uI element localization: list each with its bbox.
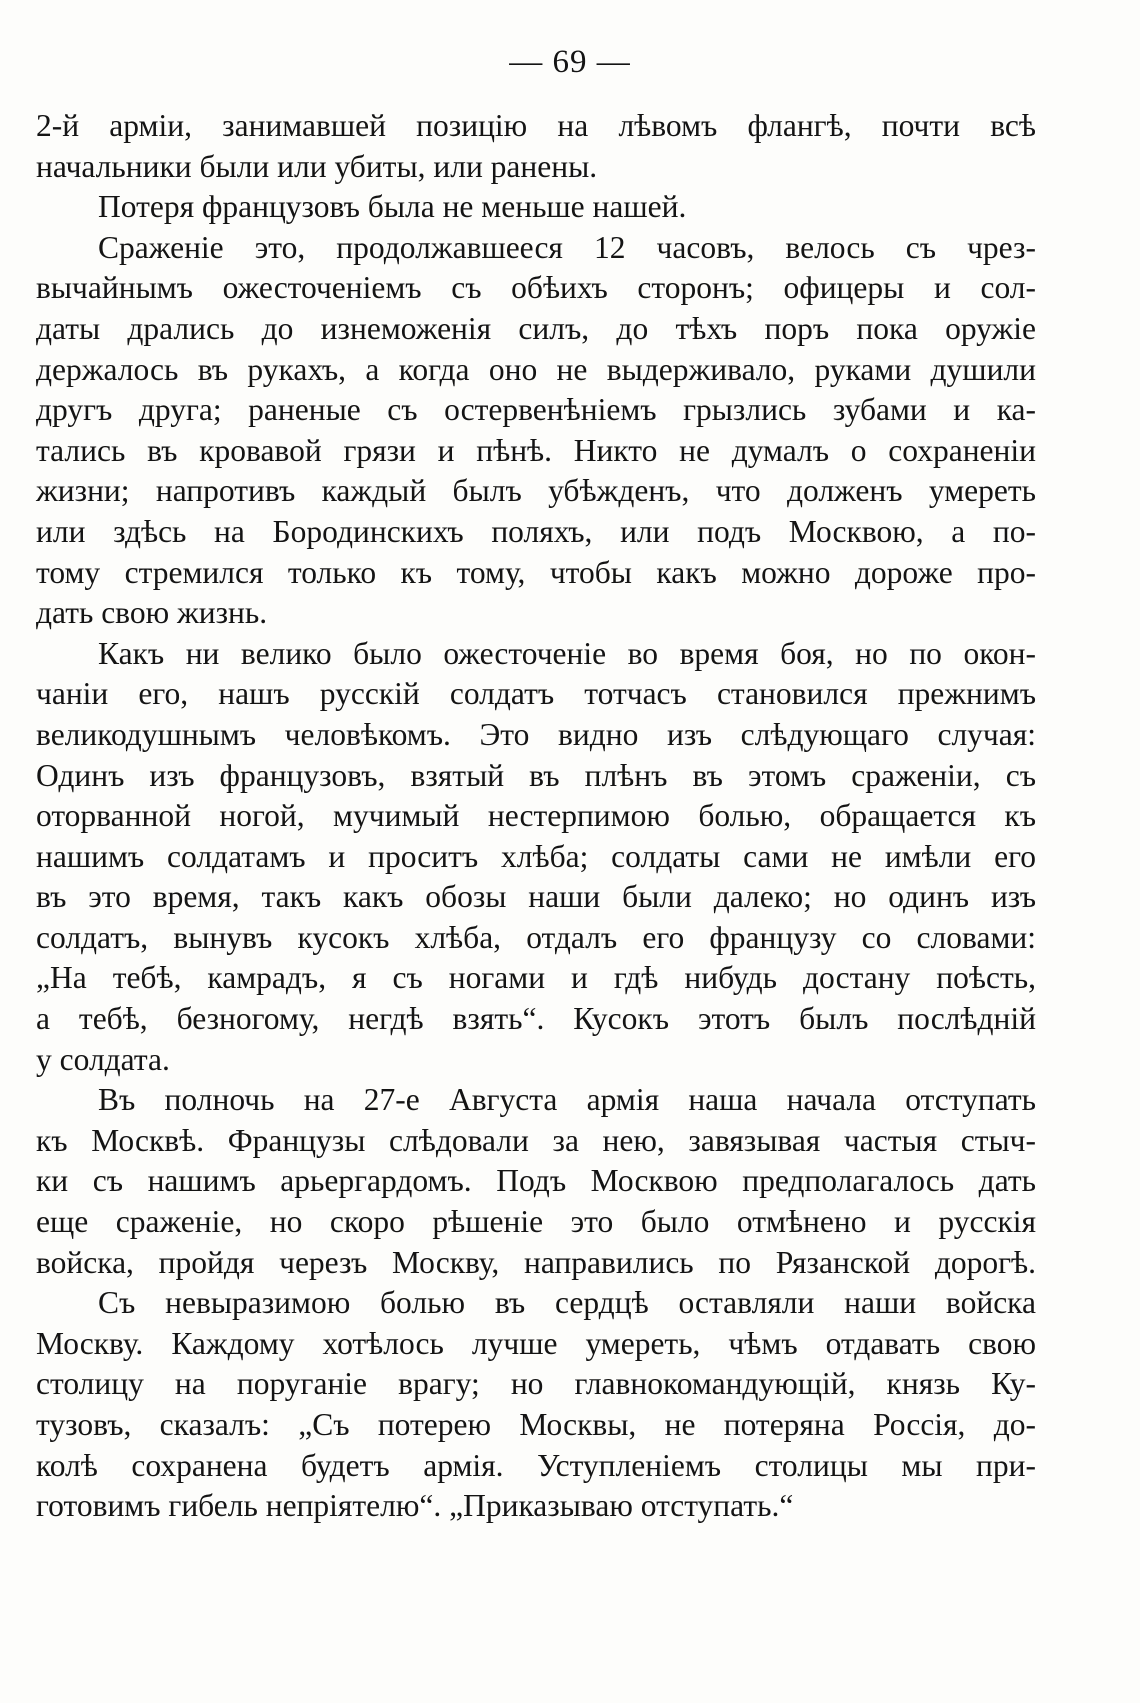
text-line: Въ полночь на 27-е Августа армія наша начала отступать bbox=[98, 1082, 1036, 1118]
text-line: 2-й арміи, занимавшей позицію на лѣвомъ флангѣ, почти всѣ bbox=[36, 108, 1036, 143]
text-line: дать свою жизнь. bbox=[36, 595, 268, 631]
paragraph-6 bbox=[36, 1283, 1036, 1527]
text-line: Москву. Каждому хотѣлось лучше умереть, чѣмъ отдавать свою bbox=[36, 1325, 1036, 1361]
text-line: начальники были или убиты, или ранены. bbox=[36, 148, 598, 184]
text-line: солдатъ, вынувъ кусокъ хлѣба, отдалъ его французу со словами: bbox=[36, 919, 1036, 955]
paragraph-3 bbox=[36, 228, 1036, 634]
text-line: столицу на поруганіе врагу; но главнокомандующій, князь Ку- bbox=[36, 1366, 1036, 1402]
paragraph-2 bbox=[36, 187, 1036, 228]
page-number: — 69 — bbox=[509, 44, 631, 80]
text-line: великодушнымъ человѣкомъ. Это видно изъ слѣдующаго случая: bbox=[36, 716, 1036, 752]
text-line: нашимъ солдатамъ и проситъ хлѣба; солдаты сами не имѣли его bbox=[36, 838, 1036, 874]
text-line: тузовъ, сказалъ: „Съ потерею Москвы, не потеряна Россія, до- bbox=[36, 1407, 1036, 1442]
text-line: Съ невыразимою болью въ сердцѣ оставляли наши войска bbox=[98, 1285, 1036, 1321]
text-line: тались въ кровавой грязи и пѣнѣ. Никто не думалъ о сохраненіи bbox=[36, 432, 1036, 468]
paragraph-5 bbox=[36, 1080, 1036, 1283]
paragraph-4 bbox=[36, 634, 1036, 1081]
text-line: еще сраженіе, но скоро рѣшеніе это было отмѣнено и русскія bbox=[36, 1204, 1036, 1240]
text-line: а тебѣ, безногому, негдѣ взять“. Кусокъ этотъ былъ послѣдній bbox=[36, 1001, 1036, 1037]
text-line: даты дрались до изнеможенія силъ, до тѣхъ поръ пока оружіе bbox=[36, 310, 1036, 346]
text-line: жизни; напротивъ каждый былъ убѣжденъ, что долженъ умереть bbox=[36, 473, 1036, 509]
text-line: колѣ сохранена будетъ армія. Уступленіемъ столицы мы при- bbox=[36, 1447, 1036, 1483]
text-line: другъ друга; раненые съ остервенѣніемъ грызлись зубами и ка- bbox=[36, 392, 1036, 428]
text-line: у солдата. bbox=[36, 1041, 170, 1077]
text-line: Сраженіе это, продолжавшееся 12 часовъ, велось съ чрез- bbox=[98, 229, 1036, 265]
text-line: „На тебѣ, камрадъ, я съ ногами и гдѣ нибудь достану поѣсть, bbox=[36, 960, 1036, 996]
body-text bbox=[36, 106, 1036, 1527]
text-line: держалось въ рукахъ, а когда оно не выдерживало, руками душили bbox=[36, 351, 1036, 387]
text-line: Какъ ни велико было ожесточеніе во время боя, но по окон- bbox=[98, 635, 1036, 671]
text-line: чаніи его, нашъ русскій солдатъ тотчасъ становился прежнимъ bbox=[36, 676, 1036, 712]
text-line: тому стремился только къ тому, чтобы какъ можно дороже про- bbox=[36, 554, 1036, 590]
text-line: Одинъ изъ французовъ, взятый въ плѣнъ въ этомъ сраженіи, съ bbox=[36, 757, 1036, 793]
text-line: въ это время, такъ какъ обозы наши были далеко; но одинъ изъ bbox=[36, 879, 1036, 915]
text-line: Потеря французовъ была не меньше нашей. bbox=[98, 189, 687, 225]
text-line: или здѣсь на Бородинскихъ поляхъ, или подъ Москвою, а по- bbox=[36, 513, 1036, 549]
text-line: оторванной ногой, мучимый нестерпимою болью, обращается къ bbox=[36, 798, 1036, 834]
text-line: ки съ нашимъ арьергардомъ. Подъ Москвою предполагалось дать bbox=[36, 1163, 1036, 1199]
text-line: войска, пройдя черезъ Москву, направились по Рязанской дорогѣ. bbox=[36, 1244, 1036, 1280]
paragraph-1 bbox=[36, 106, 1036, 187]
text-line: къ Москвѣ. Французы слѣдовали за нею, завязывая частыя стыч- bbox=[36, 1122, 1036, 1158]
text-line: вычайнымъ ожесточеніемъ съ обѣихъ сторонъ; офицеры и сол- bbox=[36, 270, 1036, 306]
text-line: готовимъ гибель непріятелю“. „Приказываю отступать.“ bbox=[36, 1488, 794, 1524]
